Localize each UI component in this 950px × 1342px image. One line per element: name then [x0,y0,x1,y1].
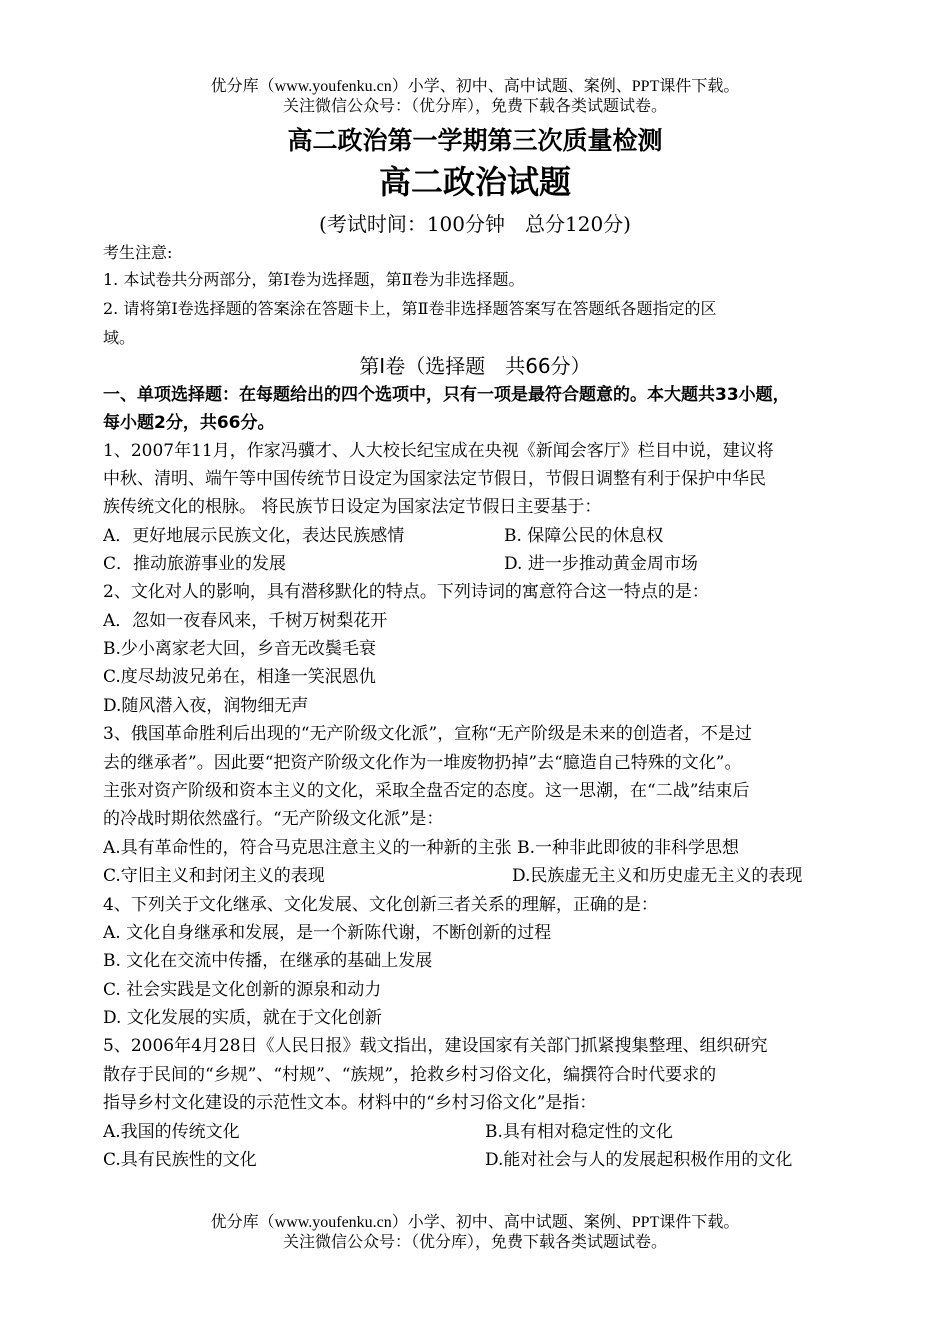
q3-stem-line-4: 的冷战时期依然盛行。“无产阶级文化派”是： [103,809,444,829]
q2-option-d: D.随风潜入夜，润物细无声 [103,696,309,716]
q1-stem-line-3: 族传统文化的根脉。 将民族节日设定为国家法定节假日主要基于： [103,497,602,517]
q2-option-b: B.少小离家老大回，乡音无改鬓毛衰 [103,639,376,659]
q3-option-ab: A.具有革命性的，符合马克思注意主义的一种新的主张 B.一种非此即彼的非科学思想 [103,838,739,858]
q1-stem-line-2: 中秋、清明、端午等中国传统节日设定为国家法定节假日，节假日调整有利于保护中华民 [103,469,766,489]
q2-stem: 2、文化对人的影响，具有潜移默化的特点。下列诗词的寓意符合这一特点的是： [103,582,709,602]
exam-time: (考试时间：100分钟 总分120分) [319,212,631,236]
q4-option-b: B. 文化在交流中传播，在继承的基础上发展 [103,951,433,971]
q4-option-a: A. 文化自身继承和发展，是一个新陈代谢，不断创新的过程 [103,923,552,943]
q3-option-c: C.守旧主义和封闭主义的表现 [103,866,325,886]
notice-heading: 考生注意: [103,243,173,262]
q5-option-d: D.能对社会与人的发展起积极作用的文化 [485,1150,793,1170]
q2-option-a: A．忽如一夜春风来，千树万树梨花开 [103,611,388,631]
notice-item-2-line-1: 2. 请将第Ⅰ卷选择题的答案涂在答题卡上，第Ⅱ卷非选择题答案写在答题纸各题指定的区 [103,299,717,318]
q3-stem-line-1: 3、俄国革命胜利后出现的“无产阶级文化派”，宣称“无产阶级是未来的创造者，不是过 [103,724,752,744]
q4-stem: 4、下列关于文化继承、文化发展、文化创新三者关系的理解，正确的是： [103,895,658,915]
q4-option-d: D. 文化发展的实质，就在于文化创新 [103,1008,382,1028]
q1-option-b: B. 保障公民的休息权 [504,526,664,546]
q2-option-c: C.度尽劫波兄弟在，相逢一笑泯恩仇 [103,667,376,687]
footer-line-2: 关注微信公众号：（优分库），免费下载各类试题试卷。 [282,1234,667,1251]
q5-option-a: A.我国的传统文化 [103,1122,240,1142]
footer-line-1: 优分库（www.youfenku.cn）小学、初中、高中试题、案例、PPT课件下载。 [210,1214,740,1231]
section-instruction-line-1: 一、单项选择题：在每题给出的四个选项中，只有一项是最符合题意的。本大题共33小题， [103,385,790,405]
q1-option-a: A．更好地展示民族文化，表达民族感情 [103,526,405,546]
header-line-1: 优分库（www.youfenku.cn）小学、初中、高中试题、案例、PPT课件下载。 [210,78,740,95]
q5-option-b: B.具有相对稳定性的文化 [485,1122,673,1142]
q5-stem-line-3: 指导乡村文化建设的示范性文本。材料中的“乡村习俗文化”是指： [103,1093,597,1113]
q5-stem-line-2: 散存于民间的“乡规”、“村规”、“族规”，抢救乡村习俗文化，编撰符合时代要求的 [103,1065,717,1085]
q3-option-d: D.民族虚无主义和历史虚无主义的表现 [512,866,803,886]
header-line-2: 关注微信公众号：（优分库），免费下载各类试题试卷。 [282,98,667,115]
q3-stem-line-2: 去的继承者”。因此要“把资产阶级文化作为一堆废物扔掉”去“臆造自己特殊的文化”。 [103,753,742,773]
section-title: 第Ⅰ卷（选择题 共66分） [359,354,591,378]
exam-subtitle: 高二政治试题 [378,163,571,201]
q5-option-c: C.具有民族性的文化 [103,1150,257,1170]
q1-option-d: D. 进一步推动黄金周市场 [504,554,698,574]
notice-item-2-line-2: 域。 [103,328,136,347]
section-instruction-line-2: 每小题2分，共66分。 [103,413,275,433]
q3-stem-line-3: 主张对资产阶级和资本主义的文化，采取全盘否定的态度。这一思潮，在“二战”结束后 [103,781,750,801]
exam-title: 高二政治第一学期第三次质量检测 [287,126,663,155]
q1-option-c: C．推动旅游事业的发展 [103,554,287,574]
q1-stem-line-1: 1、2007年11月，作家冯骥才、人大校长纪宝成在央视《新闻会客厅》栏目中说，建议将 [103,441,774,461]
q5-stem-line-1: 5、2006年4月28日《人民日报》载文指出，建设国家有关部门抓紧搜集整理、组织研究 [103,1036,768,1056]
q4-option-c: C. 社会实践是文化创新的源泉和动力 [103,980,382,1000]
notice-item-1: 1. 本试卷共分两部分，第Ⅰ卷为选择题，第Ⅱ卷为非选择题。 [103,270,525,289]
